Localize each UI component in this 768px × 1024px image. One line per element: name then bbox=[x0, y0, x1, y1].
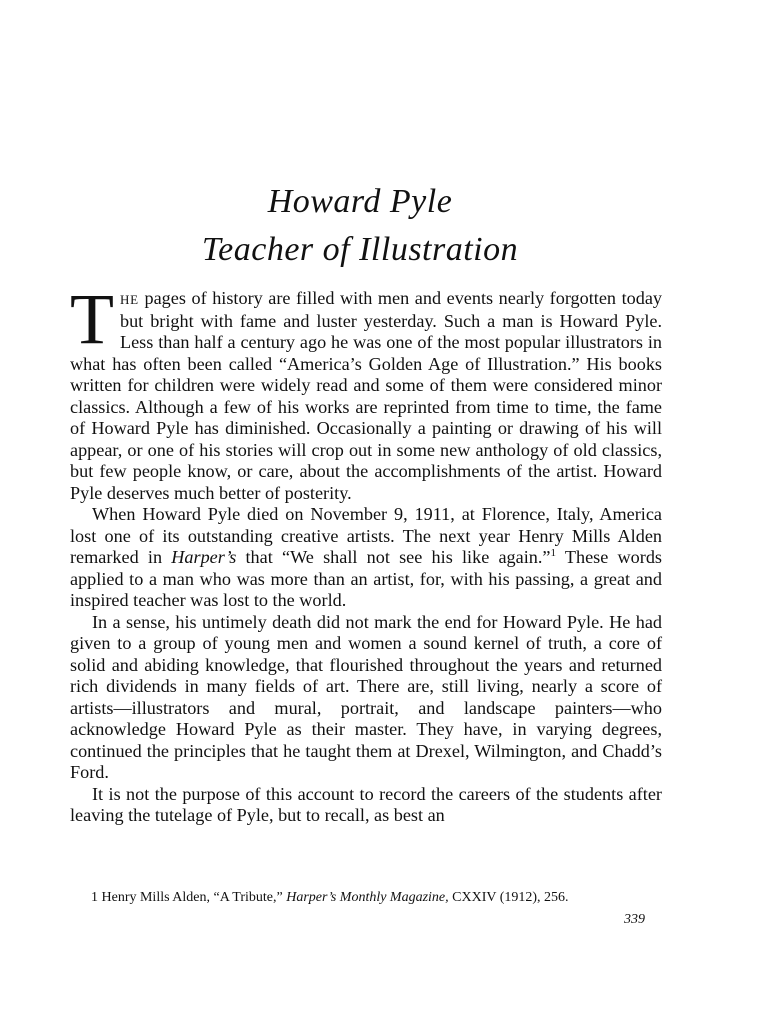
paragraph-3: In a sense, his untimely death did not mark the end for Howard Pyle. He had given to a group of young men and women a sound kernel of truth, a core of solid and abiding knowledge, that flourished throughout the years and returned rich dividends in many fields of art. There are, still living, nearly a score of artists—illustrators and mural, portrait, and landscape painters—who acknowledge Howard Pyle as their master. They have, in varying degrees, continued the principles that he taught them at Drexel, Wilmington, and Chadd’s Ford. bbox=[70, 611, 662, 782]
paragraph-4: It is not the purpose of this account to record the careers of the students after leaving the tutelage of Pyle, but to recall, as best an bbox=[70, 783, 662, 825]
paragraph-2-quote: that “We shall not see his like again.” bbox=[236, 547, 551, 567]
page-subtitle: Teacher of Illustration bbox=[201, 231, 519, 268]
paragraph-2-text-start: When Howard Pyle died on November 9, 1911, at Florence, Italy, America lost one of its outstanding creative artists. The next year Henry Mills Alden remarked in bbox=[70, 504, 662, 567]
footnote-number: 1 bbox=[91, 890, 98, 905]
publication-title: Harper’s bbox=[171, 547, 237, 567]
paragraph-2-text-end: These words applied to a man who was more than an artist, for, with his passing, a great and inspired teacher was lost to the world. bbox=[70, 547, 662, 610]
title-block bbox=[0, 178, 720, 274]
footnote bbox=[91, 889, 671, 907]
drop-cap: T bbox=[70, 279, 114, 359]
footnote-text-start: Henry Mills Alden, “A Tribute,” bbox=[98, 890, 287, 905]
paragraph-1 bbox=[70, 279, 662, 504]
footnote-text-end: CXXIV (1912), 256. bbox=[448, 890, 569, 905]
page-number: 339 bbox=[624, 912, 645, 927]
paragraph-2 bbox=[70, 504, 662, 612]
paragraph-1-text: pages of history are filled with men and events nearly forgotten today but bright with fame and luster yesterday. Such a man is Howard Pyle. Less than half a century ago he was one of the most popular illustrators in what has often been called “America’s Golden Age of Illustration.” His books written for children were widely read and some of them were considered minor classics. Although a few of his works are reprinted from time to time, the fame of Howard Pyle has diminished. Occasionally a painting or drawing of his will appear, or one of his stories will crop out in some new anthology of old classics, but few people know, or care, about the accomplishments of the artist. Howard Pyle deserves much better of posterity. bbox=[70, 288, 662, 503]
footnote-reference: 1 bbox=[550, 546, 556, 559]
footnote-publication: Harper’s Monthly Magazine, bbox=[286, 890, 449, 905]
page-title: Howard Pyle bbox=[267, 183, 453, 220]
article-body bbox=[70, 279, 662, 827]
small-caps-opening: HE bbox=[119, 292, 139, 307]
